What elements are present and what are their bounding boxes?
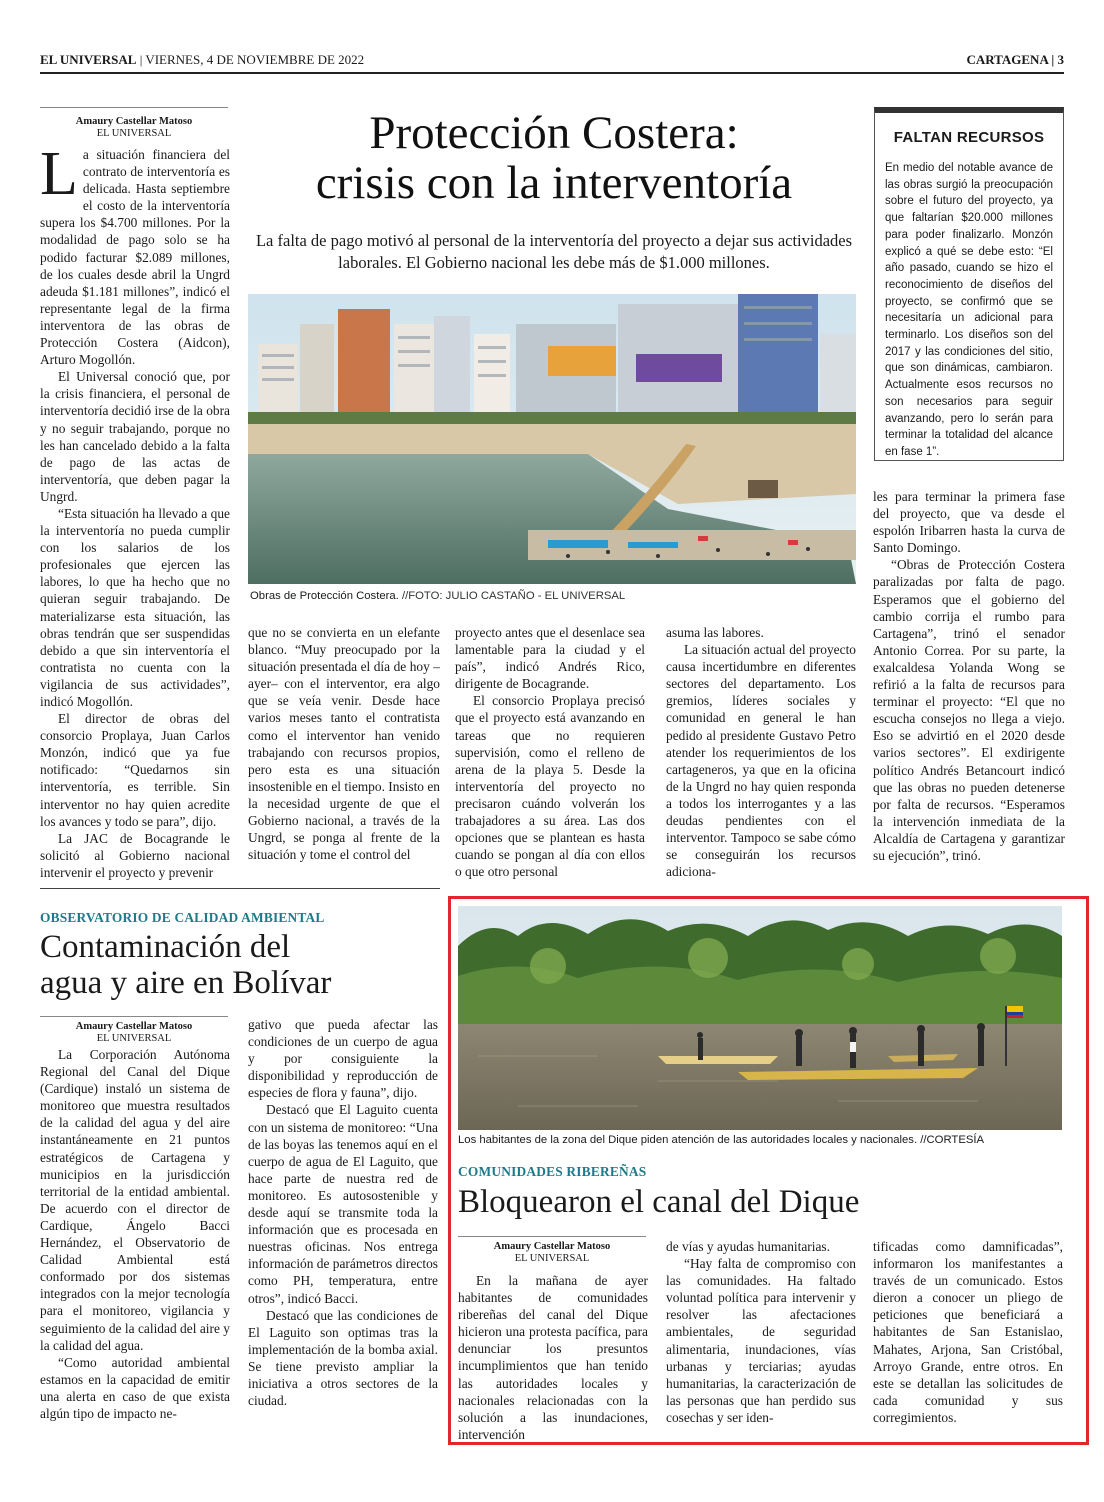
header-separator: | <box>139 52 146 67</box>
article-paragraph: “Como autoridad ambiental estamos en la capacidad de emitir una alerta en caso de que exista algún tipo de impacto ne- <box>40 1354 230 1421</box>
article-paragraph: proyecto antes que el desenlace sea lamentable para la ciudad y el país”, indicó Andrés Rico, dirigente de Bocagrande. <box>455 625 645 692</box>
article-paragraph: En la mañana de ayer habitantes de comunidades ribereñas del canal del Dique hicieron una protesta pacífica, para denunciar los presuntos incumplimientos que han tenido las autoridades locales y nacionales relacionadas con la solución a las inundaciones, intervención <box>458 1273 648 1442</box>
article-paragraph: El consorcio Proplaya precisó que el proyecto está avanzando en tareas que no requieren supervisión, como el relleno de arena de la playa 5. Desde la interventoría del proyecto no precisaron cuándo volverán los trabajadores a su área. Las dos opciones que se plantean es hasta cuando se pongan al día con ellos o que otro personal <box>455 693 645 880</box>
story3-headline: Bloquearon el canal del Dique <box>458 1184 860 1220</box>
article-paragraph: La situación actual del proyecto causa incertidumbre en diferentes sectores del departamento. Los gremios, líderes sociales y comunidad en general le han pedido al presidente Gustavo Petro atender los requerimientos de los cartageneros, ya que en la oficina de la Ungrd no hay quien responda a todos los interrogantes y a las deudas pendientes con el interventor. Tampoco se sabe cómo se conseguirán los recursos adiciona- <box>666 642 856 880</box>
story3-column-3 <box>873 1238 1063 1426</box>
photo-credit: //CORTESÍA <box>917 1134 985 1146</box>
top-story-column-4 <box>666 624 856 880</box>
byline-organization: EL UNIVERSAL <box>514 1253 590 1264</box>
article-paragraph: La JAC de Bocagrande le solicitó al Gobierno nacional intervenir el proyecto y prevenir <box>40 830 230 880</box>
story2-headline <box>40 929 440 1001</box>
issue-date: VIERNES, 4 DE NOVIEMBRE DE 2022 <box>145 52 365 67</box>
page-header-right <box>966 52 1064 68</box>
byline-author: Amaury Castellar Matoso <box>75 116 193 127</box>
headline-line: agua y aire en Bolívar <box>40 965 332 1001</box>
canal-del-dique-photo <box>458 906 1062 1130</box>
story3-column-1 <box>458 1272 648 1443</box>
article-paragraph: de vías y ayudas humanitarias. <box>666 1239 830 1254</box>
header-separator: | <box>1051 52 1058 67</box>
top-story-column-1 <box>40 140 230 881</box>
story3-byline <box>458 1236 646 1265</box>
main-deck: La falta de pago motivó al personal de la interventoría del proyecto a dejar sus actividades laborales. El Gobierno nacional les debe más de $1.000 millones. <box>255 231 853 272</box>
top-story-column-3 <box>455 624 645 880</box>
article-paragraph: asuma las labores. <box>666 625 764 640</box>
story2-column-1 <box>40 1046 230 1422</box>
sidebar-box <box>874 107 1064 461</box>
caption-text: Los habitantes de la zona del Dique piden atención de las autoridades locales y nacionales. <box>458 1134 918 1146</box>
page-number: 3 <box>1057 52 1064 67</box>
article-paragraph: Destacó que las condiciones de El Laguito son optimas tras la implementación de la bomba axial. Se tiene previsto ampliar la iniciativa a otros sectores de la ciudad. <box>248 1307 438 1409</box>
headline-line: Contaminación del <box>40 929 291 965</box>
story2-byline <box>40 1016 228 1045</box>
drop-cap: L <box>40 140 78 208</box>
article-paragraph: La Corporación Autónoma Regional del Canal del Dique (Cardique) instaló un sistema de monitoreo que muestra resultados de la calidad del agua y del aire instantáneamente en 21 puntos estratégicos de Cartagena y municipios en la jurisdicción territorial de la entidad ambiental. De acuerdo con el director de Cardique, Ángelo Bacci Hernández, el Observatorio de Calidad Ambiental está conformado por dos sistemas integrados con la mejor tecnología para el monitoreo, vigilancia y seguimiento de la calidad del aire y la calidad del agua. <box>40 1047 230 1353</box>
coastal-works-photo <box>248 294 856 584</box>
article-paragraph: gativo que pueda afectar las condiciones de un cuerpo de agua y por consiguiente la disponibilidad y reproducción de especies de flora y fauna”, dijo. <box>248 1017 438 1101</box>
article-paragraph: que no se convierta en un elefante blanco. “Muy preocupado por la situación presentada el día de hoy –ayer– con el interventor, era algo que se veía venir. Desde hace varios meses tanto el contratista como el interventor han venido trabajando con recursos propios, pero esta es una situación insostenible en el tiempo. Insisto en la necesidad urgente de que el Gobierno nacional, a través de la Ungrd, se ponga al frente de la situación y tome el control del <box>248 625 440 863</box>
story3-kicker: COMUNIDADES RIBEREÑAS <box>458 1164 647 1179</box>
headline-line: crisis con la interventoría <box>315 157 793 209</box>
article-paragraph: “Obras de Protección Costera paralizadas por falta de pago. Esperamos que el gobierno del cambio corrija el rumbo para Cartagena”, trinó el senador Antonio Correa. Por su parte, la exalcaldesa Yolanda Wong se refirió a la falta de recursos para terminar el proyecto: “El que no escucha consejos no llega a viejo. Eso se advirtió en el 2020 desde varios sectores”. El exdirigente político Andrés Betancourt indicó que las obras no pueden detenerse por falta de recursos. “Esperamos la intervención inmediata de la Alcaldía de Cartagena y garantizar su ejecución”, trinó. <box>873 557 1065 863</box>
top-story-byline <box>40 107 228 140</box>
story2-kicker: OBSERVATORIO DE CALIDAD AMBIENTAL <box>40 910 325 925</box>
top-story-column-5 <box>873 488 1065 864</box>
article-paragraph: “Esta situación ha llevado a que la interventoría no pueda cumplir con los salarios de los profesionales que ejercen las labores, lo que ha hecho que no quieran seguir trabajando. De materializarse esta situación, las obras tendrán que ser suspendidas debido a que sin interventoría el contratista no cuenta con la vigilancia de sus actividades”, indicó Mogollón. <box>40 505 230 709</box>
newspaper-name: EL UNIVERSAL <box>40 52 137 67</box>
article-paragraph: Destacó que El Laguito cuenta con un sistema de monitoreo: “Una de las boyas las tenemos aquí en el cuerpo de agua de El Laguito, que hace parte de nuestra red de monitoreo. Es autosostenible y desde aquí se transmite toda la información que es procesada en nuestras oficinas. Nos entrega información de parámetros directos como PH, temperatura, entre otros”, indicó Bacci. <box>248 1102 438 1306</box>
article-paragraph: tificadas como damnificadas”, informaron los manifestantes a través de un comunicado. Estos dieron a conocer un pliego de peticiones que beneficiará a habitantes de San Estanislao, Mahates, Arjona, San Cristóbal, Arroyo Grande, entre otros. En este se detallan las solicitudes de cada comunidad y sus corregimientos. <box>873 1239 1063 1425</box>
main-headline <box>240 108 868 208</box>
article-paragraph: El director de obras del consorcio Proplaya, Juan Carlos Monzón, indicó que ya fue notificado: “Quedarnos sin interventoría, es terrible. Sin interventor no hay quien acredite los avances y todo se para”, dijo. <box>40 711 230 829</box>
byline-organization: EL UNIVERSAL <box>96 128 172 139</box>
byline-organization: EL UNIVERSAL <box>96 1033 172 1044</box>
top-story-column-2 <box>248 624 440 863</box>
top-photo-caption <box>250 590 856 602</box>
page-header-left <box>40 52 364 68</box>
headline-line: Protección Costera: <box>369 107 739 159</box>
photo-credit: //FOTO: JULIO CASTAÑO - EL UNIVERSAL <box>398 590 626 602</box>
header-rule <box>40 72 1064 74</box>
article-paragraph: La situación financiera del contrato de interventoría es delicada. Hasta septiembre el costo de la interventoría supera los $4.700 millones. Por la modalidad de pago solo se ha podido facturar $2.089 millones, de los cuales desde abril la Ungrd adeuda $1.181 millones”, indicó el representante legal de la firma interventora de las obras de Protección Costera (Aidcon), Arturo Mogollón. <box>40 140 230 368</box>
sidebar-text: En medio del notable avance de las obras surgió la preocupación sobre el futuro del proyecto, ya que faltarían $20.000 millones para poder finalizarlo. Monzón explicó a qué se debe esto: “El año pasado, cuando se hizo el reconocimiento de diseños del proyecto, se confirmó que se necesitaría un adicional para terminarlo. Los diseños son del 2017 y las condiciones del sitio, que son dinámicas, cambiaron. Actualmente esos recursos no son necesarios para seguir avanzando, pero lo serán para terminar la totalidad del alcance en fase 1”. <box>885 162 1053 458</box>
article-paragraph: El Universal conoció que, por la crisis financiera, el personal de interventoría decidió irse de la obra y no seguir trabajando, porque no les han cancelado debido a la falta de pago de las actas de interventoría, que deben pagar la Ungrd. <box>40 369 230 504</box>
article-paragraph: “Hay falta de compromiso con las comunidades. Ha faltado voluntad política para intervenir y resolver las afectaciones ambientales, de seguridad alimentaria, inundaciones, vías urbanas y terciarias; ayudas humanitarias, la caracterización de las personas que han perdido sus cosechas y ser iden- <box>666 1256 856 1425</box>
story3-column-2 <box>666 1238 856 1426</box>
caption-text: Obras de Protección Costera. <box>250 590 399 602</box>
section-name: CARTAGENA <box>966 52 1049 67</box>
sidebar-title: FALTAN RECURSOS <box>893 129 1045 146</box>
story2-column-2 <box>248 1016 438 1409</box>
byline-author: Amaury Castellar Matoso <box>493 1241 611 1252</box>
section-divider <box>40 888 440 889</box>
article-paragraph: les para terminar la primera fase del proyecto, que va desde el espolón Iribarren hasta la curva de Santo Domingo. <box>873 489 1065 556</box>
byline-author: Amaury Castellar Matoso <box>75 1021 193 1032</box>
canal-photo-caption <box>458 1134 1064 1146</box>
